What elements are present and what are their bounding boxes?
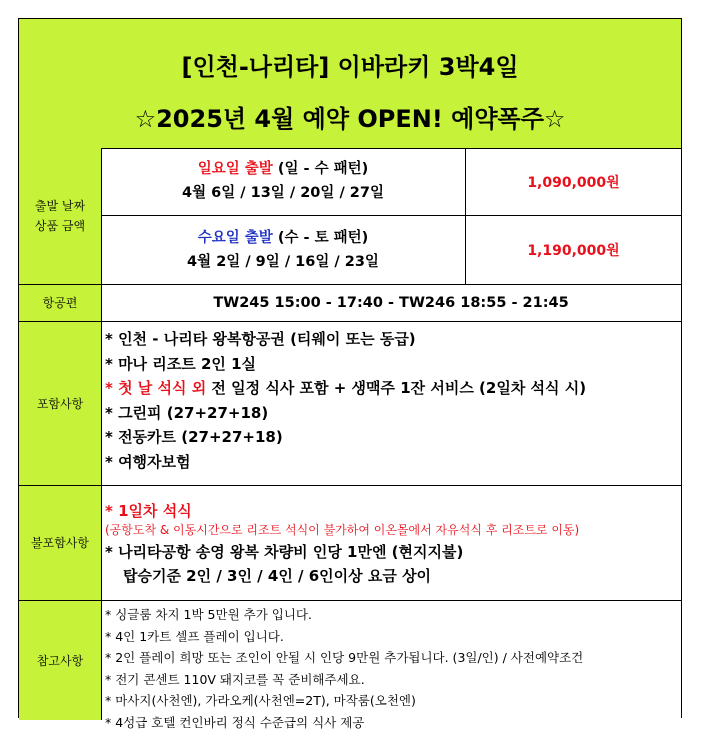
- excluded-list: [105, 500, 579, 588]
- note-item: * 4인 1카트 셀프 플레이 입니다.: [105, 628, 284, 644]
- notes-list: [105, 604, 583, 733]
- note-item: * 전기 콘센트 110V 돼지코를 꼭 준비해주세요.: [105, 671, 365, 687]
- excluded-item-dinner-note: (공항도착 & 이동시간으로 리조트 석식이 불가하여 이온몰에서 자유석식 후 리조트로 이동): [105, 523, 580, 537]
- excluded-item-transfer-note: 탑승기준 2인 / 3인 / 4인 / 6인이상 요금 상이: [123, 567, 432, 585]
- included-item: * 첫 날 석식 외 전 일정 식사 포함 + 생맥주 1잔 서비스 (2일차 석식 시): [105, 379, 587, 397]
- included-item: * 전동카트 (27+27+18): [105, 428, 283, 446]
- schedule-label-line2: 상품 금액: [34, 219, 86, 233]
- excluded-label: 불포함사항: [19, 486, 102, 600]
- sunday-title: 일요일 출발: [197, 161, 273, 177]
- wednesday-title: 수요일 출발: [197, 230, 273, 246]
- banner-subtitle: ☆2025년 4월 예약 OPEN! 예약폭주☆: [134, 105, 566, 133]
- included-item: * 마나 리조트 2인 1실: [105, 354, 257, 373]
- schedule-label-line1: 출발 날짜: [34, 199, 86, 213]
- wednesday-pattern: (수 - 토 패턴): [272, 230, 369, 246]
- flight-row: [19, 285, 681, 322]
- sunday-departure-cell: [101, 148, 466, 216]
- banner-title: [인천-나리타] 이바라키 3박4일: [181, 53, 519, 81]
- wednesday-price: 1,190,000원: [527, 243, 620, 259]
- note-item: * 싱글룸 차지 1박 5만원 추가 입니다.: [105, 607, 312, 622]
- note-item: * 마사지(사천엔), 가라오케(사천엔=2T), 마작룸(오천엔): [105, 693, 416, 708]
- title-banner: [19, 19, 681, 149]
- flight-info: TW245 15:00 - 17:40 - TW246 18:55 - 21:45: [213, 295, 569, 311]
- notes-row: [19, 601, 681, 741]
- included-item: * 여행자보험: [105, 452, 191, 471]
- schedule-label: [19, 148, 102, 284]
- excluded-item-dinner: * 1일차 석식: [105, 502, 192, 520]
- wednesday-dates: 4월 2일 / 9일 / 16일 / 23일: [187, 254, 379, 270]
- excluded-row: [19, 486, 681, 601]
- sunday-pattern: (일 - 수 패턴): [272, 161, 369, 177]
- excluded-item-transfer: * 나리타공항 송영 왕복 차량비 인당 1만엔 (현지지불): [105, 543, 464, 561]
- wednesday-departure-cell: [101, 216, 466, 284]
- flight-label: 항공편: [19, 285, 102, 321]
- included-label: 포함사항: [19, 322, 102, 485]
- schedule-row: [19, 148, 681, 285]
- included-item: * 인천 - 나리타 왕복항공권 (티웨이 또는 동급): [105, 330, 416, 348]
- note-item: * 2인 플레이 희망 또는 조인이 안될 시 인당 9만원 추가됩니다. (3일/인) / 사전예약조건: [105, 650, 584, 665]
- included-row: [19, 322, 681, 486]
- included-item: * 그린피 (27+27+18): [105, 403, 269, 422]
- notes-label: 참고사항: [19, 601, 102, 720]
- note-item: * 4성급 호텔 컨인바리 정식 수준급의 식사 제공: [105, 714, 365, 730]
- sunday-dates: 4월 6일 / 13일 / 20일 / 27일: [182, 185, 384, 201]
- included-list: [105, 327, 586, 474]
- sunday-price: 1,090,000원: [466, 148, 681, 216]
- product-sheet: [18, 18, 682, 730]
